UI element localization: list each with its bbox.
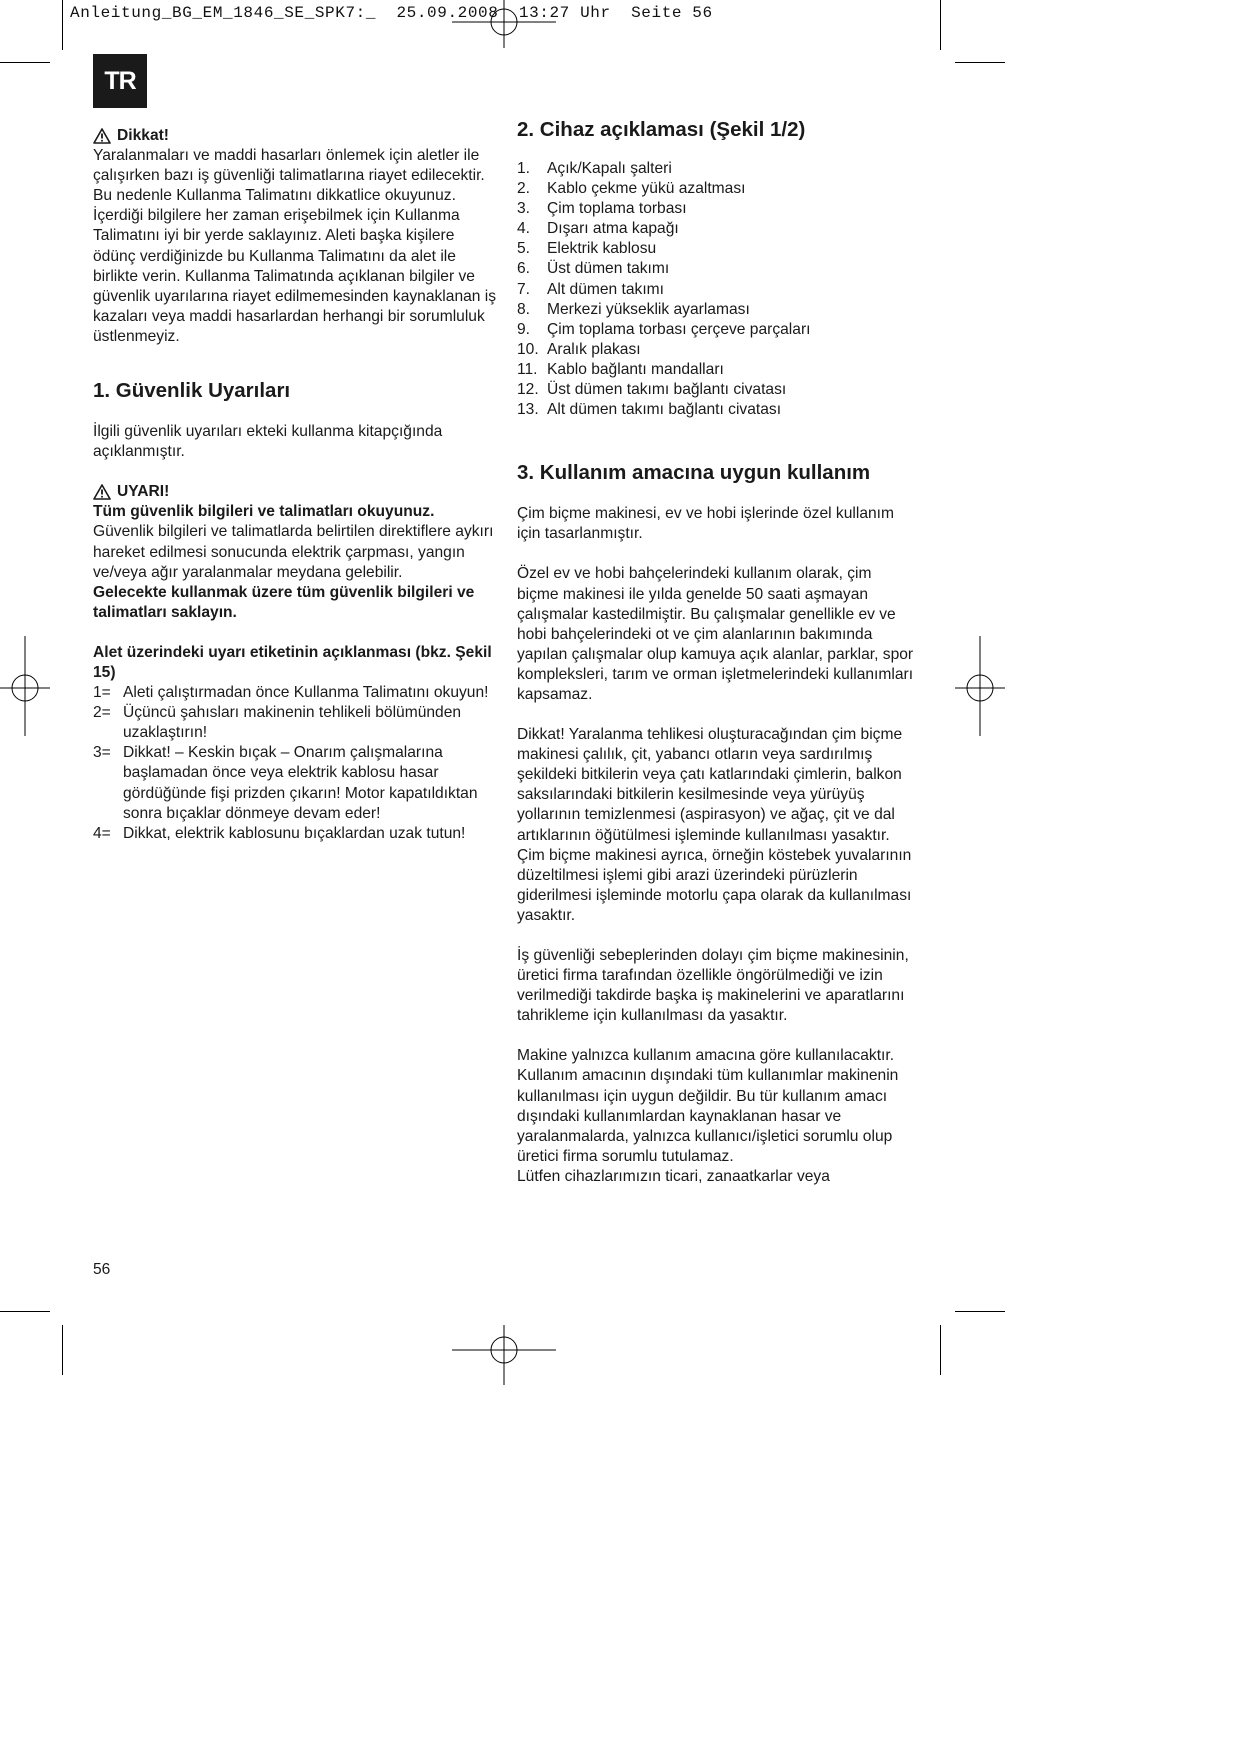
warning-icon <box>93 128 111 144</box>
usage-paragraph-2: Özel ev ve hobi bahçelerindeki kullanım olarak, çim biçme makinesi ile yılda genelde 50 saati aşmayan çalışmalar kastedilmiştir. Bu çalışmalar genellikle ev ve hobi bahçelerindeki ot ve çim alanlarının bakımında yapılan çalışmalar olup kamuya açık alanlar, parklar, spor kompleksleri, tarım ve orman işletmelerindeki kullanımları kapsamaz. <box>517 565 914 703</box>
language-tab: TR <box>93 54 147 108</box>
label-item: 2= Üçüncü şahısları makinenin tehlikeli bölümünden uzaklaştırın! <box>93 704 462 742</box>
label-list <box>93 683 498 844</box>
uyari-text: Güvenlik bilgileri ve talimatlarda belirtilen direktiflere aykırı hareket edilmesi sonucunda elektrik çarpması, yangın ve/veya ağır yaralanmalar meydana gelebilir. <box>93 523 494 581</box>
list-item: 7. Alt dümen takımı <box>517 280 664 298</box>
list-item: 10. Aralık plakası <box>517 340 641 358</box>
crop-mark <box>0 62 50 63</box>
list-item: 4. Dışarı atma kapağı <box>517 220 679 238</box>
dikkat-text: Yaralanmaları ve maddi hasarları önlemek için aletler ile çalışırken bazı iş güvenliği talimatlarına riayet edilecektir. Bu nedenle Kullanma Talimatını dikkatlice okuyunuz. İçerdiği bilgilere her zaman erişebilmek için Kullanma Talimatını iyi bir yerde saklayınız. Aleti başka kişilere ödünç verdiğinizde bu Kullanma Talimatını da alet ile birlikte verin. Kullanma Talimatında açıklanan bilgiler ve güvenlik uyarılarına riayet edilmemesinden kaynaklanan iş kazaları veya maddi hasarlardan herhangi bir sorumluluk üstlenmeyiz. <box>93 147 497 345</box>
dikkat-title: Dikkat! <box>117 127 169 144</box>
crop-mark <box>940 0 941 50</box>
crop-mark <box>62 0 63 50</box>
list-item: 13. Alt dümen takımı bağlantı civatası <box>517 401 782 419</box>
left-column <box>93 126 498 844</box>
uyari-bold-1: Tüm güvenlik bilgileri ve talimatları okuyunuz. <box>93 503 435 521</box>
section1-title: 1. Güvenlik Uyarıları <box>93 379 291 403</box>
list-item: 3. Çim toplama torbası <box>517 200 687 218</box>
crop-mark <box>940 1325 941 1375</box>
registration-mark-bottom <box>452 1325 556 1385</box>
list-item: 9. Çim toplama torbası çerçeve parçaları <box>517 320 811 338</box>
uyari-heading <box>93 482 498 502</box>
list-item: 5. Elektrik kablosu <box>517 240 657 258</box>
list-item: 12. Üst dümen takımı bağlantı civatası <box>517 381 787 399</box>
label-item: 3= Dikkat! – Keskin bıçak – Onarım çalışmalarına başlamadan önce veya elektrik kablosu hasar gördüğünde fişi prizden çıkarın! Motor kapatıldıktan sonra bıçaklar dönmeye devam eder! <box>93 744 478 822</box>
usage-paragraph-5: Makine yalnızca kullanım amacına göre kullanılacaktır. Kullanım amacının dışındaki tüm kullanımlar makinenin kullanılması için uygun değildir. Bu tür kullanım amacı dışındaki kullanımlardan kaynaklanan hasar ve yaralanmalarda, yalnızca kullanıcı/işletici sorumlu olup üretici firma sorumlu tutulamaz. <box>517 1047 899 1165</box>
usage-paragraph-3: Dikkat! Yaralanma tehlikesi oluşturacağından çim biçme makinesi çalılık, çit, yabancı otların veya sardırılmış şekildeki bitkilerin veya çatı katlarındaki çimlerin, balkon saksılarındaki bitkilerin kesilmesinde veya yürüyüş yollarının temizlenmesi (aspirasyon) ve ağaç, çit ve dal artıklarının öğütülmesi işleminde kullanılması yasaktır. Çim biçme makinesi ayrıca, örneğin köstebek yuvalarının düzeltilmesi işlemi gibi arazi üzerindeki pürüzlerin giderilmesi işleminde motorlu çapa olarak da kullanılması yasaktır. <box>517 726 912 924</box>
list-item: 6. Üst dümen takımı <box>517 260 670 278</box>
crop-mark <box>955 1311 1005 1312</box>
dikkat-heading <box>93 126 498 146</box>
section3-title: 3. Kullanım amacına uygun kullanım <box>517 461 871 485</box>
registration-mark-left <box>0 636 50 736</box>
label-item: 1= Aleti çalıştırmadan önce Kullanma Talimatını okuyun! <box>93 684 489 702</box>
section1-text: İlgili güvenlik uyarıları ekteki kullanma kitapçığında açıklanmıştır. <box>93 423 443 461</box>
list-item: 1. Açık/Kapalı şalteri <box>517 160 672 177</box>
parts-list <box>517 159 917 420</box>
crop-mark <box>62 1325 63 1375</box>
list-item: 8. Merkezi yükseklik ayarlaması <box>517 300 750 318</box>
right-column <box>517 117 917 1187</box>
registration-mark-top <box>452 0 556 48</box>
crop-mark <box>0 1311 50 1312</box>
uyari-title: UYARI! <box>117 483 170 501</box>
page-number: 56 <box>93 1261 111 1278</box>
usage-paragraph-4: İş güvenliği sebeplerinden dolayı çim biçme makinesinin, üretici firma tarafından özellikle öngörülmediği ve izin verilmediği takdirde başka iş makinelerini ve aparatlarını tahrikleme için kullanılması da yasaktır. <box>517 947 909 1025</box>
label-title: Alet üzerindeki uyarı etiketinin açıklanması (bkz. Şekil 15) <box>93 643 492 681</box>
crop-mark <box>955 62 1005 63</box>
registration-mark-right <box>955 636 1005 736</box>
list-item: 2. Kablo çekme yükü azaltması <box>517 180 746 198</box>
uyari-bold-2: Gelecekte kullanmak üzere tüm güvenlik bilgileri ve talimatları saklayın. <box>93 583 475 621</box>
usage-paragraph-1: Çim biçme makinesi, ev ve hobi işlerinde özel kullanım için tasarlanmıştır. <box>517 505 894 543</box>
list-item: 11. Kablo bağlantı mandalları <box>517 360 724 378</box>
warning-icon <box>93 484 111 500</box>
print-slug: Anleitung_BG_EM_1846_SE_SPK7:_ 25.09.2008 13:27 Uhr Seite 56 <box>70 4 713 22</box>
usage-paragraph-6: Lütfen cihazlarımızın ticari, zanaatkarlar veya <box>517 1167 830 1185</box>
label-item: 4= Dikkat, elektrik kablosunu bıçaklardan uzak tutun! <box>93 824 466 842</box>
section2-title: 2. Cihaz açıklaması (Şekil 1/2) <box>517 118 806 141</box>
